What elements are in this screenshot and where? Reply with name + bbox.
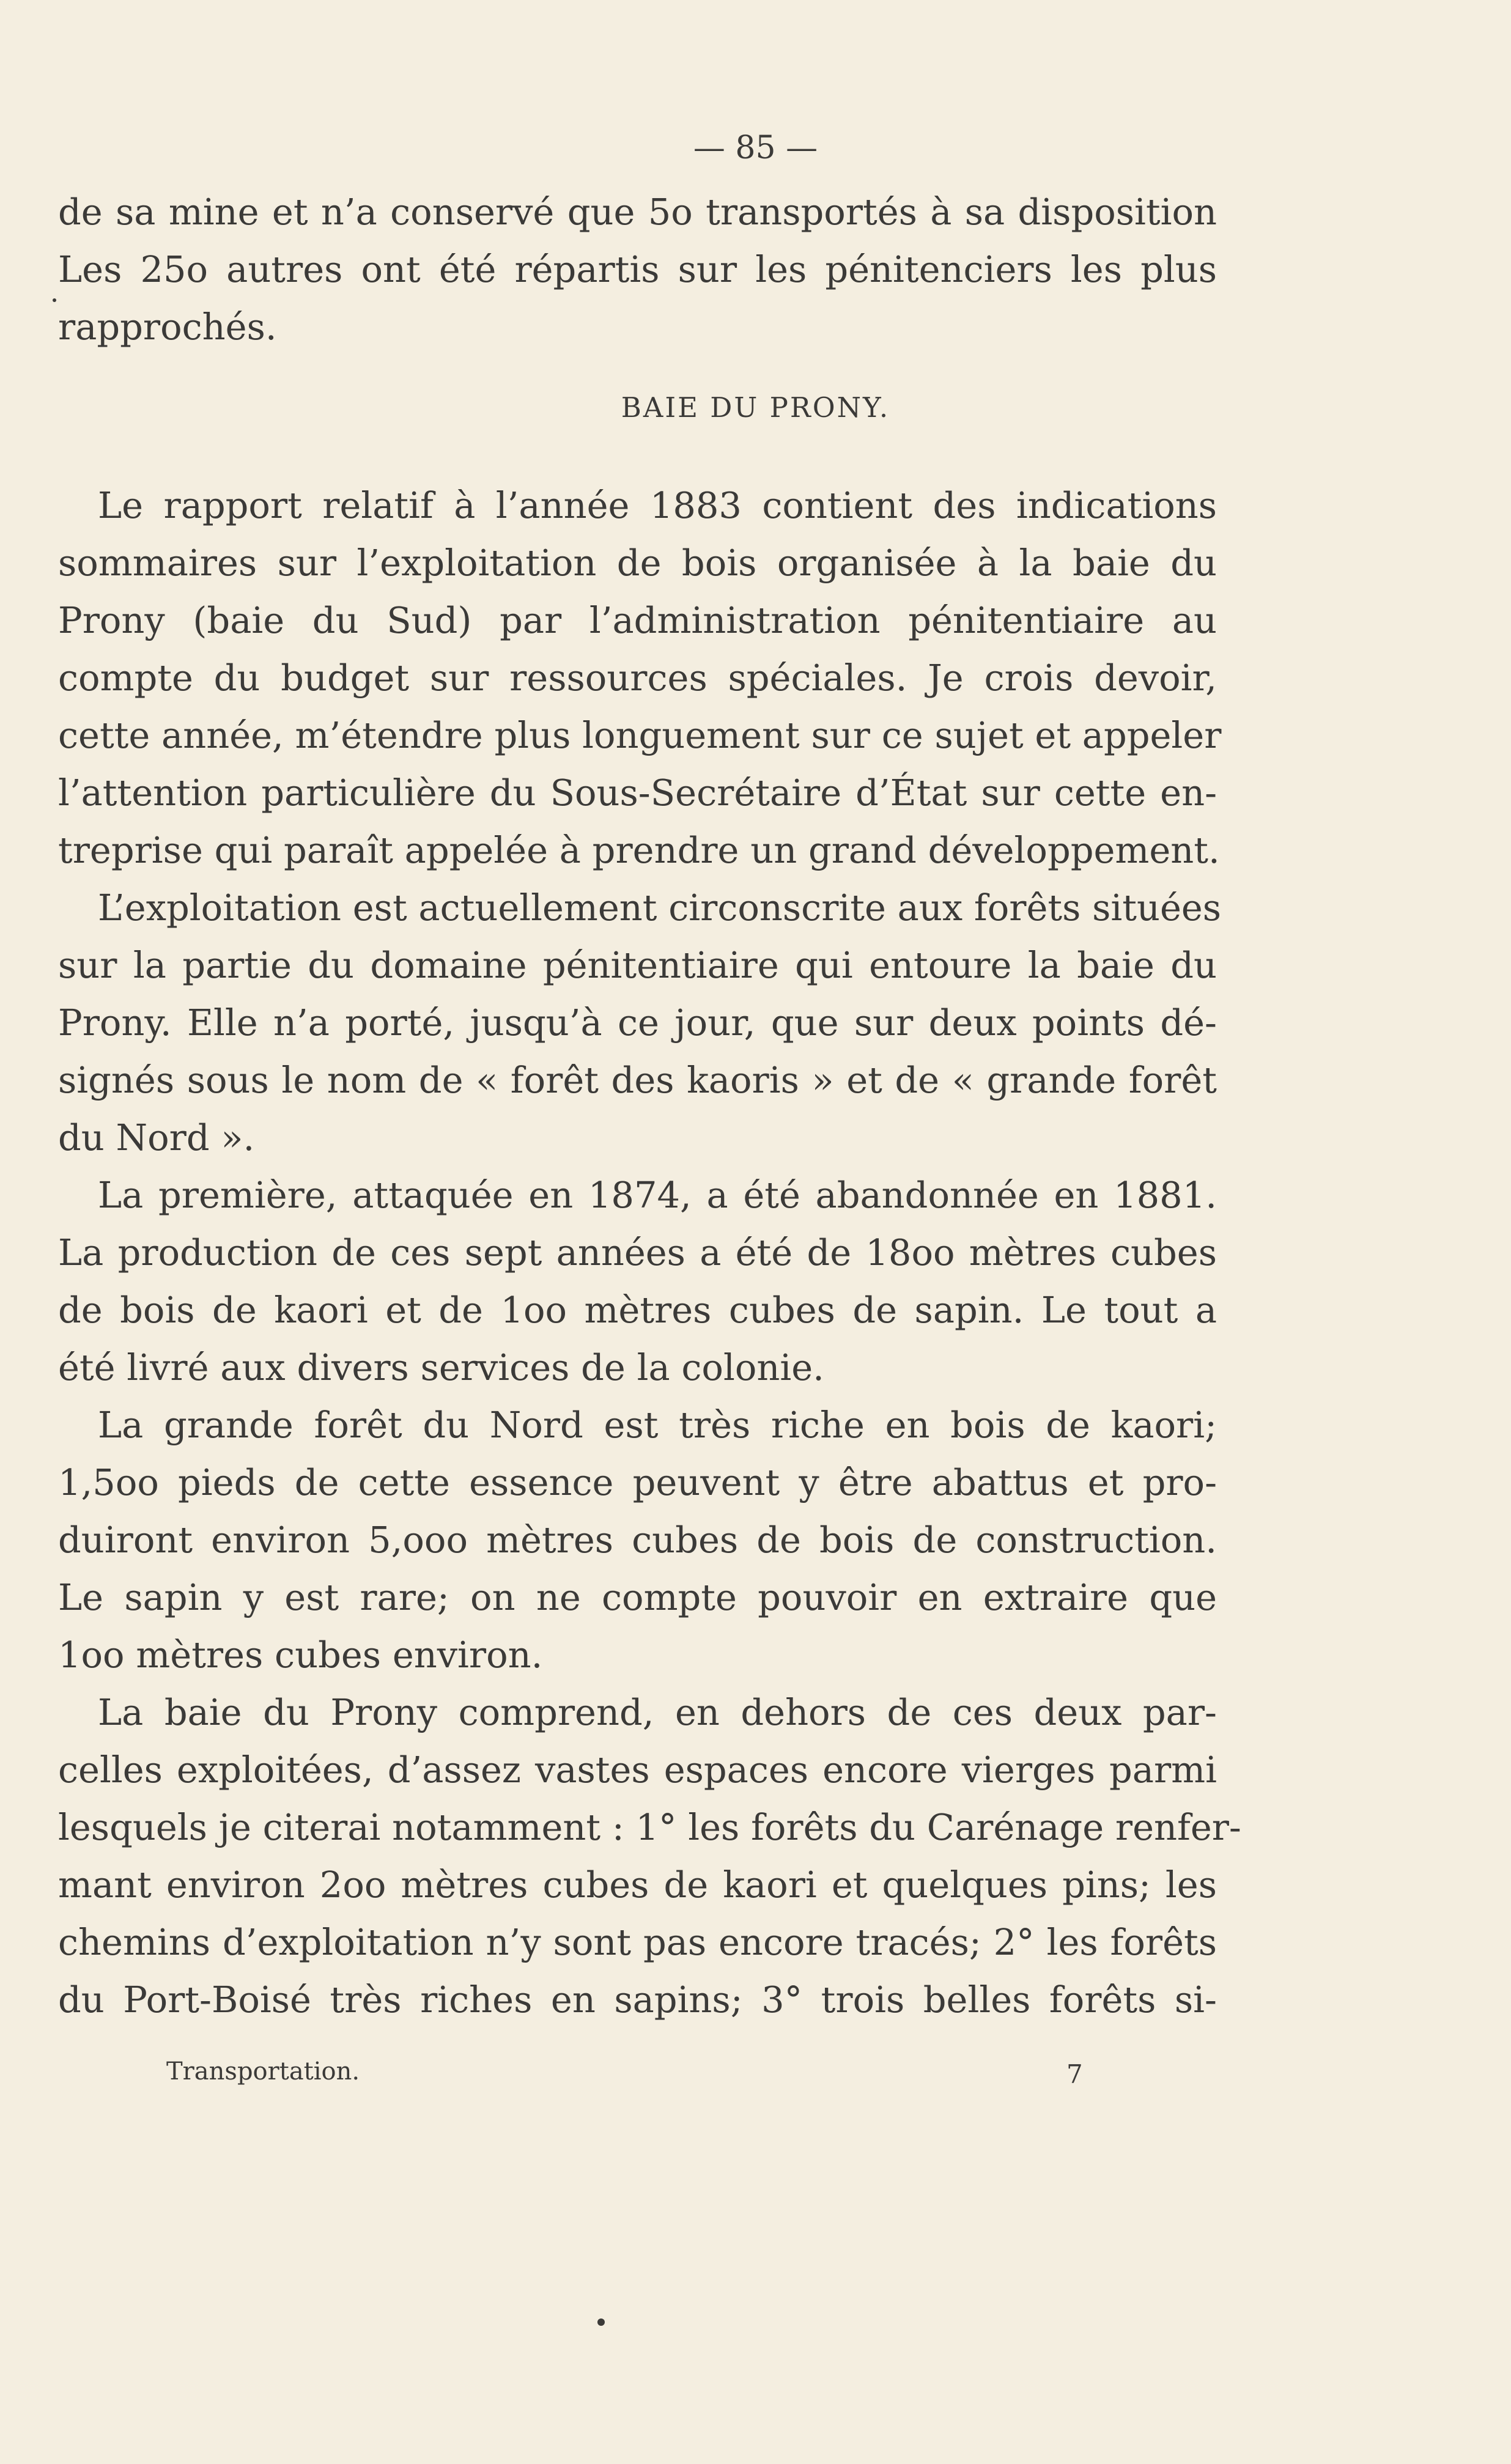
text-line: lesquels je citerai notamment : 1° les forêts du Carénage renfer- xyxy=(58,1806,1241,1848)
text-line: l’attention particulière du Sous-Secrétaire d’État sur cette en- xyxy=(58,772,1217,814)
text-line: rapprochés. xyxy=(58,306,277,348)
page-number: — 85 — xyxy=(693,130,818,166)
text-line: de bois de kaori et de 1oo mètres cubes de sapin. Le tout a xyxy=(58,1289,1217,1331)
text-line: mant environ 2oo mètres cubes de kaori et quelques pins; les xyxy=(58,1864,1217,1906)
paragraph-continuation xyxy=(58,183,1217,356)
section-body xyxy=(58,477,1241,2029)
text-line: sommaires sur l’exploitation de bois organisée à la baie du xyxy=(58,542,1217,584)
text-line: Les 25o autres ont été répartis sur les pénitenciers les plus xyxy=(58,248,1217,290)
text-line: 1oo mètres cubes environ. xyxy=(58,1634,543,1676)
text-line: celles exploitées, d’assez vastes espaces encore vierges parmi xyxy=(58,1749,1217,1791)
signature-mark: 7 xyxy=(1066,2059,1083,2089)
text-line: L’exploitation est actuellement circonscrite aux forêts situées xyxy=(98,887,1222,929)
text-line: chemins d’exploitation n’y sont pas encore tracés; 2° les forêts xyxy=(58,1921,1217,1963)
text-line: La première, attaquée en 1874, a été abandonnée en 1881. xyxy=(98,1174,1217,1216)
text-line: été livré aux divers services de la colonie. xyxy=(58,1346,824,1389)
text-line: 1,5oo pieds de cette essence peuvent y être abattus et pro- xyxy=(58,1461,1217,1503)
text-line: La production de ces sept années a été de 18oo mètres cubes xyxy=(58,1231,1217,1274)
text-line: Le rapport relatif à l’année 1883 contient des indications xyxy=(98,484,1217,526)
text-line: sur la partie du domaine pénitentiaire qui entoure la baie du xyxy=(58,944,1217,986)
section-heading: BAIE DU PRONY. xyxy=(621,391,890,424)
text-line: Prony (baie du Sud) par l’administration pénitentiaire au xyxy=(58,599,1217,641)
running-footer-title: Transportation. xyxy=(166,2057,360,2086)
text-line: Le sapin y est rare; on ne compte pouvoir en extraire que xyxy=(58,1576,1217,1618)
text-line: du Nord ». xyxy=(58,1116,255,1159)
text-line: duiront environ 5,ooo mètres cubes de bois de construction. xyxy=(58,1519,1217,1561)
text-line: de sa mine et n’a conservé que 5o transportés à sa disposition xyxy=(58,191,1217,233)
text-line: Prony. Elle n’a porté, jusqu’à ce jour, que sur deux points dé- xyxy=(58,1001,1217,1044)
text-line: cette année, m’étendre plus longuement sur ce sujet et appeler xyxy=(58,714,1222,756)
ink-dot xyxy=(597,2318,605,2326)
text-line: du Port-Boisé très riches en sapins; 3° trois belles forêts si- xyxy=(58,1979,1217,2021)
text-line: La baie du Prony comprend, en dehors de ces deux par- xyxy=(98,1691,1217,1733)
text-line: La grande forêt du Nord est très riche en bois de kaori; xyxy=(98,1404,1217,1446)
text-line: treprise qui paraît appelée à prendre un grand développement. xyxy=(58,829,1220,871)
ink-speck xyxy=(53,298,56,302)
text-line: compte du budget sur ressources spéciales. Je crois devoir, xyxy=(58,657,1217,699)
text-line: signés sous le nom de « forêt des kaoris » et de « grande forêt xyxy=(58,1059,1217,1101)
